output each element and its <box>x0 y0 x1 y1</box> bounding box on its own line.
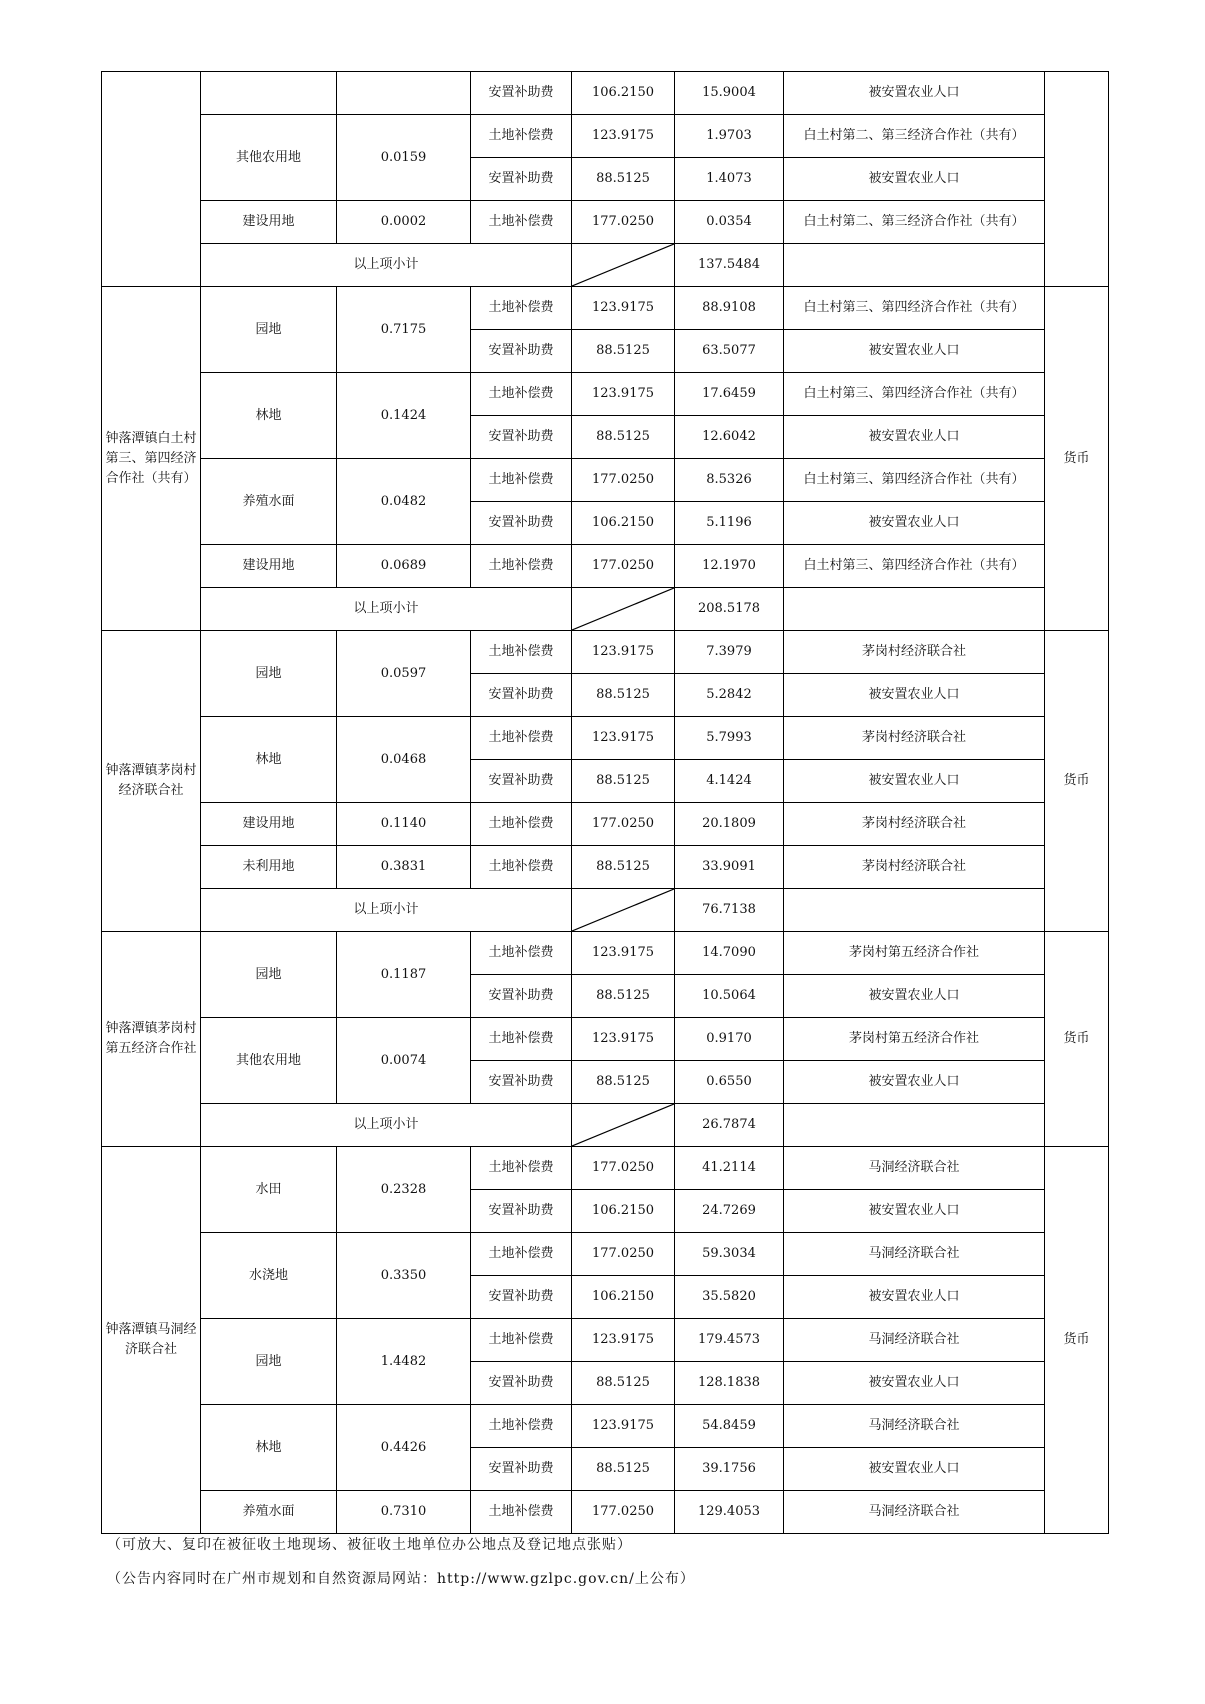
recipient-cell: 白土村第三、第四经济合作社（共有） <box>784 287 1045 330</box>
compensation-method-cell: 货币 <box>1045 631 1109 932</box>
unit-price-cell: 177.0250 <box>572 1147 675 1190</box>
unit-price-cell: 123.9175 <box>572 287 675 330</box>
subtotal-amount: 137.5484 <box>675 244 784 287</box>
subtotal-amount: 26.7874 <box>675 1104 784 1147</box>
amount-cell: 5.2842 <box>675 674 784 717</box>
amount-cell: 41.2114 <box>675 1147 784 1190</box>
land-type-cell: 林地 <box>201 1405 337 1491</box>
land-type-cell: 未利用地 <box>201 846 337 889</box>
land-area-cell: 0.3831 <box>337 846 471 889</box>
amount-cell: 14.7090 <box>675 932 784 975</box>
fee-type-cell: 土地补偿费 <box>471 1405 572 1448</box>
land-area-cell: 0.7175 <box>337 287 471 373</box>
unit-price-cell: 88.5125 <box>572 846 675 889</box>
fee-type-cell: 土地补偿费 <box>471 287 572 330</box>
land-type-cell: 其他农用地 <box>201 1018 337 1104</box>
unit-price-cell: 88.5125 <box>572 158 675 201</box>
diagonal-slash-cell <box>572 1104 675 1147</box>
land-area-cell <box>337 72 471 115</box>
expropriated-unit-cell: 钟落潭镇茅岗村经济联合社 <box>102 631 201 932</box>
unit-price-cell: 106.2150 <box>572 1190 675 1233</box>
footer-note-posting: （可放大、复印在被征收土地现场、被征收土地单位办公地点及登记地点张贴） <box>107 1537 632 1553</box>
recipient-cell: 被安置农业人口 <box>784 975 1045 1018</box>
recipient-cell: 被安置农业人口 <box>784 1448 1045 1491</box>
recipient-cell: 马洞经济联合社 <box>784 1147 1045 1190</box>
table-row <box>102 1405 1109 1448</box>
fee-type-cell: 土地补偿费 <box>471 1233 572 1276</box>
amount-cell: 54.8459 <box>675 1405 784 1448</box>
amount-cell: 15.9004 <box>675 72 784 115</box>
land-area-cell: 0.7310 <box>337 1491 471 1534</box>
diagonal-line <box>572 889 674 931</box>
amount-cell: 0.6550 <box>675 1061 784 1104</box>
subtotal-empty-cell <box>784 244 1045 287</box>
recipient-cell: 白土村第三、第四经济合作社（共有） <box>784 545 1045 588</box>
recipient-cell: 被安置农业人口 <box>784 330 1045 373</box>
unit-price-cell: 177.0250 <box>572 201 675 244</box>
subtotal-empty-cell <box>784 1104 1045 1147</box>
land-type-cell: 林地 <box>201 717 337 803</box>
recipient-cell: 马洞经济联合社 <box>784 1405 1045 1448</box>
land-area-cell: 1.4482 <box>337 1319 471 1405</box>
fee-type-cell: 安置补助费 <box>471 1276 572 1319</box>
subtotal-label: 以上项小计 <box>201 889 572 932</box>
fee-type-cell: 土地补偿费 <box>471 932 572 975</box>
amount-cell: 12.6042 <box>675 416 784 459</box>
table-row <box>102 1147 1109 1190</box>
fee-type-cell: 土地补偿费 <box>471 717 572 760</box>
amount-cell: 0.0354 <box>675 201 784 244</box>
fee-type-cell: 安置补助费 <box>471 1190 572 1233</box>
land-type-cell: 园地 <box>201 1319 337 1405</box>
land-type-cell: 建设用地 <box>201 803 337 846</box>
amount-cell: 39.1756 <box>675 1448 784 1491</box>
diagonal-line <box>572 1104 674 1146</box>
recipient-cell: 被安置农业人口 <box>784 1190 1045 1233</box>
land-type-cell: 其他农用地 <box>201 115 337 201</box>
recipient-cell: 茅岗村第五经济合作社 <box>784 1018 1045 1061</box>
recipient-cell: 被安置农业人口 <box>784 502 1045 545</box>
table-row <box>102 1491 1109 1534</box>
land-area-cell: 0.3350 <box>337 1233 471 1319</box>
fee-type-cell: 安置补助费 <box>471 1448 572 1491</box>
fee-type-cell: 土地补偿费 <box>471 115 572 158</box>
amount-cell: 128.1838 <box>675 1362 784 1405</box>
amount-cell: 0.9170 <box>675 1018 784 1061</box>
recipient-cell: 被安置农业人口 <box>784 760 1045 803</box>
fee-type-cell: 土地补偿费 <box>471 631 572 674</box>
unit-price-cell: 123.9175 <box>572 932 675 975</box>
table-row <box>102 1233 1109 1276</box>
fee-type-cell: 安置补助费 <box>471 1061 572 1104</box>
table-row <box>102 846 1109 889</box>
land-type-cell: 建设用地 <box>201 545 337 588</box>
subtotal-label: 以上项小计 <box>201 244 572 287</box>
unit-price-cell: 177.0250 <box>572 1233 675 1276</box>
recipient-cell: 被安置农业人口 <box>784 72 1045 115</box>
amount-cell: 17.6459 <box>675 373 784 416</box>
table-row <box>102 631 1109 674</box>
amount-cell: 179.4573 <box>675 1319 784 1362</box>
recipient-cell: 马洞经济联合社 <box>784 1233 1045 1276</box>
land-area-cell: 0.4426 <box>337 1405 471 1491</box>
recipient-cell: 白土村第二、第三经济合作社（共有） <box>784 201 1045 244</box>
recipient-cell: 白土村第三、第四经济合作社（共有） <box>784 459 1045 502</box>
fee-type-cell: 安置补助费 <box>471 416 572 459</box>
recipient-cell: 茅岗村经济联合社 <box>784 846 1045 889</box>
unit-price-cell: 177.0250 <box>572 545 675 588</box>
expropriated-unit-cell: 钟落潭镇马洞经济联合社 <box>102 1147 201 1534</box>
fee-type-cell: 安置补助费 <box>471 502 572 545</box>
unit-price-cell: 88.5125 <box>572 760 675 803</box>
expropriated-unit-cell: 钟落潭镇茅岗村第五经济合作社 <box>102 932 201 1147</box>
recipient-cell: 马洞经济联合社 <box>784 1319 1045 1362</box>
fee-type-cell: 安置补助费 <box>471 760 572 803</box>
fee-type-cell: 土地补偿费 <box>471 1018 572 1061</box>
subtotal-row <box>102 889 1109 932</box>
unit-price-cell: 88.5125 <box>572 975 675 1018</box>
table-row <box>102 545 1109 588</box>
diagonal-slash-cell <box>572 889 675 932</box>
land-area-cell: 0.0689 <box>337 545 471 588</box>
table-row <box>102 1018 1109 1061</box>
table-row <box>102 373 1109 416</box>
unit-price-cell: 88.5125 <box>572 330 675 373</box>
land-area-cell: 0.1140 <box>337 803 471 846</box>
unit-price-cell: 123.9175 <box>572 1319 675 1362</box>
unit-price-cell: 123.9175 <box>572 373 675 416</box>
land-type-cell: 建设用地 <box>201 201 337 244</box>
land-type-cell: 养殖水面 <box>201 1491 337 1534</box>
unit-price-cell: 123.9175 <box>572 1018 675 1061</box>
land-area-cell: 0.0074 <box>337 1018 471 1104</box>
amount-cell: 1.9703 <box>675 115 784 158</box>
recipient-cell: 茅岗村第五经济合作社 <box>784 932 1045 975</box>
unit-price-cell: 123.9175 <box>572 717 675 760</box>
unit-price-cell: 177.0250 <box>572 459 675 502</box>
fee-type-cell: 土地补偿费 <box>471 1491 572 1534</box>
unit-price-cell: 88.5125 <box>572 1448 675 1491</box>
amount-cell: 1.4073 <box>675 158 784 201</box>
amount-cell: 5.7993 <box>675 717 784 760</box>
land-type-cell <box>201 72 337 115</box>
diagonal-slash-cell <box>572 588 675 631</box>
land-area-cell: 0.1424 <box>337 373 471 459</box>
table-row <box>102 459 1109 502</box>
fee-type-cell: 安置补助费 <box>471 72 572 115</box>
subtotal-row <box>102 588 1109 631</box>
recipient-cell: 被安置农业人口 <box>784 1362 1045 1405</box>
amount-cell: 4.1424 <box>675 760 784 803</box>
amount-cell: 7.3979 <box>675 631 784 674</box>
unit-price-cell: 106.2150 <box>572 72 675 115</box>
fee-type-cell: 安置补助费 <box>471 158 572 201</box>
unit-price-cell: 123.9175 <box>572 1405 675 1448</box>
land-area-cell: 0.1187 <box>337 932 471 1018</box>
recipient-cell: 被安置农业人口 <box>784 416 1045 459</box>
fee-type-cell: 安置补助费 <box>471 330 572 373</box>
amount-cell: 35.5820 <box>675 1276 784 1319</box>
compensation-table <box>101 71 1109 1534</box>
land-area-cell: 0.0002 <box>337 201 471 244</box>
fee-type-cell: 土地补偿费 <box>471 201 572 244</box>
land-type-cell: 园地 <box>201 932 337 1018</box>
compensation-method-cell: 货币 <box>1045 287 1109 631</box>
table-row <box>102 932 1109 975</box>
amount-cell: 59.3034 <box>675 1233 784 1276</box>
table-row <box>102 287 1109 330</box>
land-type-cell: 水浇地 <box>201 1233 337 1319</box>
fee-type-cell: 土地补偿费 <box>471 459 572 502</box>
unit-price-cell: 88.5125 <box>572 1061 675 1104</box>
amount-cell: 63.5077 <box>675 330 784 373</box>
recipient-cell: 茅岗村经济联合社 <box>784 803 1045 846</box>
subtotal-amount: 76.7138 <box>675 889 784 932</box>
recipient-cell: 茅岗村经济联合社 <box>784 717 1045 760</box>
table-row <box>102 1319 1109 1362</box>
recipient-cell: 白土村第二、第三经济合作社（共有） <box>784 115 1045 158</box>
amount-cell: 88.9108 <box>675 287 784 330</box>
amount-cell: 8.5326 <box>675 459 784 502</box>
table-body <box>102 72 1109 1534</box>
unit-price-cell: 106.2150 <box>572 1276 675 1319</box>
recipient-cell: 被安置农业人口 <box>784 1061 1045 1104</box>
land-area-cell: 0.0597 <box>337 631 471 717</box>
land-type-cell: 林地 <box>201 373 337 459</box>
land-area-cell: 0.2328 <box>337 1147 471 1233</box>
amount-cell: 12.1970 <box>675 545 784 588</box>
fee-type-cell: 安置补助费 <box>471 975 572 1018</box>
fee-type-cell: 土地补偿费 <box>471 545 572 588</box>
land-area-cell: 0.0468 <box>337 717 471 803</box>
amount-cell: 129.4053 <box>675 1491 784 1534</box>
expropriated-unit-cell <box>102 72 201 287</box>
land-type-cell: 园地 <box>201 287 337 373</box>
land-type-cell: 养殖水面 <box>201 459 337 545</box>
fee-type-cell: 土地补偿费 <box>471 1147 572 1190</box>
amount-cell: 20.1809 <box>675 803 784 846</box>
amount-cell: 10.5064 <box>675 975 784 1018</box>
fee-type-cell: 土地补偿费 <box>471 1319 572 1362</box>
recipient-cell: 被安置农业人口 <box>784 158 1045 201</box>
subtotal-label: 以上项小计 <box>201 1104 572 1147</box>
recipient-cell: 白土村第三、第四经济合作社（共有） <box>784 373 1045 416</box>
diagonal-line <box>572 588 674 630</box>
recipient-cell: 被安置农业人口 <box>784 674 1045 717</box>
amount-cell: 24.7269 <box>675 1190 784 1233</box>
compensation-method-cell: 货币 <box>1045 1147 1109 1534</box>
land-area-cell: 0.0482 <box>337 459 471 545</box>
recipient-cell: 茅岗村经济联合社 <box>784 631 1045 674</box>
fee-type-cell: 安置补助费 <box>471 674 572 717</box>
compensation-method-cell: 货币 <box>1045 932 1109 1147</box>
fee-type-cell: 土地补偿费 <box>471 803 572 846</box>
subtotal-empty-cell <box>784 588 1045 631</box>
table-row <box>102 72 1109 115</box>
table-row <box>102 717 1109 760</box>
subtotal-row <box>102 1104 1109 1147</box>
fee-type-cell: 安置补助费 <box>471 1362 572 1405</box>
unit-price-cell: 88.5125 <box>572 416 675 459</box>
diagonal-slash-cell <box>572 244 675 287</box>
unit-price-cell: 106.2150 <box>572 502 675 545</box>
fee-type-cell: 土地补偿费 <box>471 373 572 416</box>
subtotal-row <box>102 244 1109 287</box>
land-area-cell: 0.0159 <box>337 115 471 201</box>
amount-cell: 33.9091 <box>675 846 784 889</box>
recipient-cell: 被安置农业人口 <box>784 1276 1045 1319</box>
table-row <box>102 803 1109 846</box>
unit-price-cell: 123.9175 <box>572 115 675 158</box>
expropriated-unit-cell: 钟落潭镇白土村第三、第四经济合作社（共有） <box>102 287 201 631</box>
unit-price-cell: 88.5125 <box>572 1362 675 1405</box>
land-type-cell: 水田 <box>201 1147 337 1233</box>
unit-price-cell: 177.0250 <box>572 1491 675 1534</box>
land-type-cell: 园地 <box>201 631 337 717</box>
table-row <box>102 201 1109 244</box>
recipient-cell: 马洞经济联合社 <box>784 1491 1045 1534</box>
fee-type-cell: 土地补偿费 <box>471 846 572 889</box>
subtotal-label: 以上项小计 <box>201 588 572 631</box>
diagonal-line <box>572 244 674 286</box>
table-row <box>102 115 1109 158</box>
subtotal-amount: 208.5178 <box>675 588 784 631</box>
unit-price-cell: 177.0250 <box>572 803 675 846</box>
amount-cell: 5.1196 <box>675 502 784 545</box>
subtotal-empty-cell <box>784 889 1045 932</box>
unit-price-cell: 123.9175 <box>572 631 675 674</box>
unit-price-cell: 88.5125 <box>572 674 675 717</box>
compensation-method-cell <box>1045 72 1109 287</box>
footer-note-website: （公告内容同时在广州市规划和自然资源局网站：http://www.gzlpc.gov.cn/上公布） <box>107 1571 695 1587</box>
